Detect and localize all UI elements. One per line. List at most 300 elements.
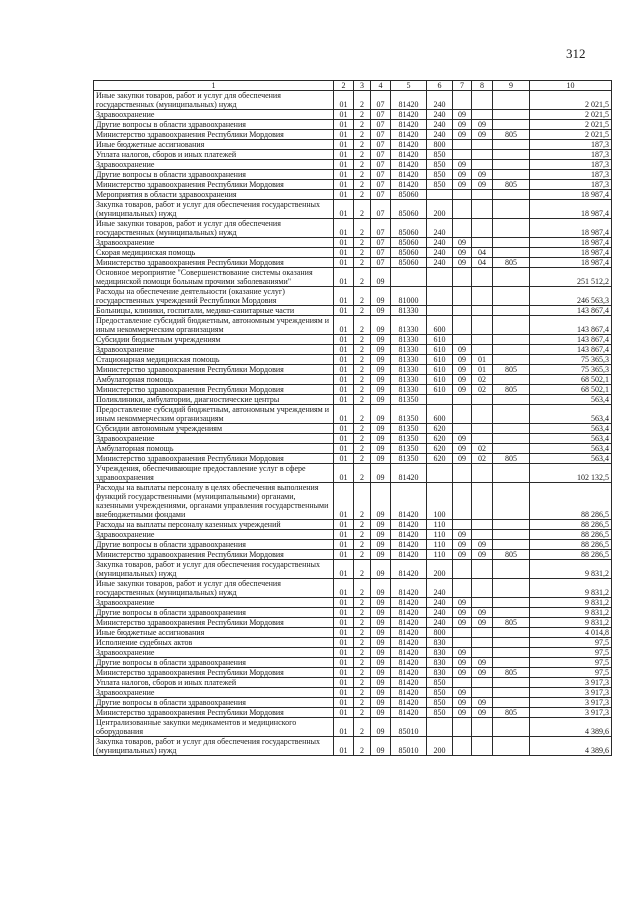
table-row <box>94 120 612 130</box>
cell-code-4: 81000 <box>391 287 427 306</box>
table-row <box>94 190 612 200</box>
cell-code-3: 09 <box>371 385 391 395</box>
cell-code-4: 81420 <box>391 668 427 678</box>
cell-amount: 251 512,2 <box>530 268 612 287</box>
cell-code-4: 81350 <box>391 454 427 464</box>
cell-code-7: 09 <box>472 608 493 618</box>
cell-code-2: 2 <box>354 688 371 698</box>
cell-amount: 187,3 <box>530 150 612 160</box>
cell-amount: 97,5 <box>530 648 612 658</box>
cell-code-2: 2 <box>354 638 371 648</box>
cell-code-6: 09 <box>453 598 472 608</box>
cell-code-7 <box>472 530 493 540</box>
cell-code-5 <box>427 718 453 737</box>
cell-code-2: 2 <box>354 560 371 579</box>
cell-code-8 <box>493 688 530 698</box>
cell-code-3: 09 <box>371 668 391 678</box>
cell-code-7: 09 <box>472 618 493 628</box>
cell-amount: 9 831,2 <box>530 579 612 598</box>
cell-code-2: 2 <box>354 598 371 608</box>
cell-code-7 <box>472 688 493 698</box>
table-row <box>94 200 612 219</box>
table-row <box>94 150 612 160</box>
cell-name: Другие вопросы в области здравоохранения <box>94 170 334 180</box>
cell-code-1: 01 <box>334 648 354 658</box>
cell-name: Иные закупки товаров, работ и услуг для обеспечения государственных (муниципальных) нужд <box>94 579 334 598</box>
cell-code-4: 81420 <box>391 658 427 668</box>
cell-code-8 <box>493 698 530 708</box>
table-row <box>94 638 612 648</box>
cell-amount: 563,4 <box>530 424 612 434</box>
cell-code-1: 01 <box>334 464 354 483</box>
cell-code-5: 620 <box>427 424 453 434</box>
table-row <box>94 91 612 110</box>
cell-code-8 <box>493 200 530 219</box>
table-row <box>94 287 612 306</box>
table-row <box>94 355 612 365</box>
cell-code-4: 81330 <box>391 365 427 375</box>
cell-name: Министерство здравоохранения Республики Мордовия <box>94 708 334 718</box>
cell-code-4: 85060 <box>391 190 427 200</box>
table-row <box>94 718 612 737</box>
cell-code-5: 240 <box>427 120 453 130</box>
cell-code-5: 620 <box>427 454 453 464</box>
cell-name: Предоставление субсидий бюджетным, автономным учреждениям и иным некоммерческим организациям <box>94 316 334 335</box>
cell-code-6 <box>453 405 472 424</box>
cell-name: Министерство здравоохранения Республики Мордовия <box>94 550 334 560</box>
cell-code-4: 81420 <box>391 579 427 598</box>
cell-code-3: 09 <box>371 483 391 520</box>
cell-code-2: 2 <box>354 658 371 668</box>
cell-code-2: 2 <box>354 405 371 424</box>
cell-code-2: 2 <box>354 365 371 375</box>
cell-code-1: 01 <box>334 688 354 698</box>
cell-code-1: 01 <box>334 258 354 268</box>
cell-code-1: 01 <box>334 708 354 718</box>
cell-code-5: 610 <box>427 375 453 385</box>
cell-code-3: 09 <box>371 598 391 608</box>
cell-code-7: 09 <box>472 698 493 708</box>
cell-name: Министерство здравоохранения Республики Мордовия <box>94 130 334 140</box>
cell-amount: 102 132,5 <box>530 464 612 483</box>
cell-code-7: 09 <box>472 658 493 668</box>
table-row <box>94 648 612 658</box>
cell-code-6 <box>453 287 472 306</box>
cell-code-4: 81420 <box>391 160 427 170</box>
cell-code-3: 07 <box>371 120 391 130</box>
cell-code-7: 02 <box>472 444 493 454</box>
cell-code-1: 01 <box>334 238 354 248</box>
cell-code-3: 09 <box>371 306 391 316</box>
cell-code-2: 2 <box>354 200 371 219</box>
cell-amount: 88 286,5 <box>530 520 612 530</box>
cell-name: Амбулаторная помощь <box>94 444 334 454</box>
cell-code-5: 240 <box>427 238 453 248</box>
column-header: 10 <box>530 81 612 91</box>
cell-code-7 <box>472 110 493 120</box>
cell-code-7 <box>472 306 493 316</box>
cell-code-1: 01 <box>334 248 354 258</box>
cell-code-6: 09 <box>453 160 472 170</box>
cell-code-6 <box>453 150 472 160</box>
cell-code-6: 09 <box>453 434 472 444</box>
column-header: 9 <box>493 81 530 91</box>
cell-code-4: 81420 <box>391 170 427 180</box>
cell-code-1: 01 <box>334 520 354 530</box>
cell-amount: 97,5 <box>530 668 612 678</box>
table-row <box>94 444 612 454</box>
cell-code-1: 01 <box>334 355 354 365</box>
cell-code-7: 09 <box>472 170 493 180</box>
cell-code-7 <box>472 190 493 200</box>
cell-code-6 <box>453 464 472 483</box>
cell-code-8 <box>493 520 530 530</box>
cell-code-4: 81420 <box>391 530 427 540</box>
cell-name: Другие вопросы в области здравоохранения <box>94 608 334 618</box>
cell-code-3: 09 <box>371 550 391 560</box>
cell-code-6: 09 <box>453 120 472 130</box>
cell-code-1: 01 <box>334 150 354 160</box>
cell-code-2: 2 <box>354 335 371 345</box>
cell-code-4: 81420 <box>391 638 427 648</box>
cell-name: Здравоохранение <box>94 238 334 248</box>
table-row <box>94 375 612 385</box>
cell-code-6: 09 <box>453 688 472 698</box>
cell-code-3: 09 <box>371 718 391 737</box>
cell-code-6: 09 <box>453 618 472 628</box>
cell-code-1: 01 <box>334 345 354 355</box>
cell-code-2: 2 <box>354 140 371 150</box>
cell-code-6 <box>453 520 472 530</box>
cell-code-8 <box>493 579 530 598</box>
cell-code-3: 09 <box>371 520 391 530</box>
cell-amount: 246 563,3 <box>530 287 612 306</box>
cell-code-3: 07 <box>371 238 391 248</box>
cell-code-1: 01 <box>334 678 354 688</box>
cell-code-7 <box>472 579 493 598</box>
cell-code-4: 81420 <box>391 560 427 579</box>
cell-name: Уплата налогов, сборов и иных платежей <box>94 678 334 688</box>
cell-code-5: 240 <box>427 618 453 628</box>
cell-code-6: 09 <box>453 180 472 190</box>
cell-name: Иные закупки товаров, работ и услуг для обеспечения государственных (муниципальных) нужд <box>94 219 334 238</box>
cell-code-3: 09 <box>371 335 391 345</box>
cell-name: Скорая медицинская помощь <box>94 248 334 258</box>
cell-amount: 18 987,4 <box>530 238 612 248</box>
table-row <box>94 424 612 434</box>
cell-code-3: 09 <box>371 355 391 365</box>
table-row <box>94 520 612 530</box>
cell-code-1: 01 <box>334 365 354 375</box>
cell-name: Министерство здравоохранения Республики Мордовия <box>94 668 334 678</box>
cell-name: Закупка товаров, работ и услуг для обеспечения государственных (муниципальных) нужд <box>94 737 334 756</box>
cell-amount: 88 286,5 <box>530 530 612 540</box>
table-row <box>94 365 612 375</box>
cell-code-5: 610 <box>427 345 453 355</box>
cell-code-6 <box>453 560 472 579</box>
cell-code-8 <box>493 375 530 385</box>
cell-code-5: 610 <box>427 335 453 345</box>
cell-amount: 88 286,5 <box>530 550 612 560</box>
cell-code-8 <box>493 91 530 110</box>
cell-code-3: 09 <box>371 678 391 688</box>
cell-amount: 68 502,1 <box>530 385 612 395</box>
cell-code-2: 2 <box>354 708 371 718</box>
cell-code-5: 240 <box>427 579 453 598</box>
cell-code-3: 09 <box>371 638 391 648</box>
cell-code-7 <box>472 160 493 170</box>
cell-code-4: 81420 <box>391 678 427 688</box>
cell-code-3: 09 <box>371 316 391 335</box>
cell-code-6 <box>453 579 472 598</box>
cell-name: Расходы на обеспечение деятельности (оказание услуг) государственных учреждений Республики Мордовия <box>94 287 334 306</box>
cell-name: Стационарная медицинская помощь <box>94 355 334 365</box>
table-row <box>94 268 612 287</box>
cell-code-5: 620 <box>427 434 453 444</box>
cell-code-5 <box>427 287 453 306</box>
cell-code-7: 09 <box>472 180 493 190</box>
cell-code-8 <box>493 598 530 608</box>
cell-code-2: 2 <box>354 444 371 454</box>
cell-code-2: 2 <box>354 550 371 560</box>
cell-code-6: 09 <box>453 130 472 140</box>
cell-code-2: 2 <box>354 91 371 110</box>
cell-code-7 <box>472 648 493 658</box>
cell-code-6 <box>453 737 472 756</box>
cell-name: Иные бюджетные ассигнования <box>94 140 334 150</box>
table-row <box>94 560 612 579</box>
cell-name: Министерство здравоохранения Республики Мордовия <box>94 180 334 190</box>
cell-code-8 <box>493 658 530 668</box>
cell-code-8 <box>493 219 530 238</box>
cell-code-3: 09 <box>371 424 391 434</box>
cell-code-7 <box>472 200 493 219</box>
cell-code-2: 2 <box>354 737 371 756</box>
cell-name: Здравоохранение <box>94 160 334 170</box>
cell-code-6 <box>453 718 472 737</box>
cell-code-6: 09 <box>453 550 472 560</box>
cell-code-1: 01 <box>334 483 354 520</box>
cell-code-4: 81420 <box>391 140 427 150</box>
table-row <box>94 678 612 688</box>
cell-code-1: 01 <box>334 268 354 287</box>
cell-name: Министерство здравоохранения Республики Мордовия <box>94 454 334 464</box>
cell-code-7 <box>472 520 493 530</box>
table-row <box>94 385 612 395</box>
cell-code-2: 2 <box>354 618 371 628</box>
cell-code-2: 2 <box>354 678 371 688</box>
cell-name: Здравоохранение <box>94 598 334 608</box>
cell-code-1: 01 <box>334 405 354 424</box>
cell-code-7 <box>472 718 493 737</box>
cell-code-2: 2 <box>354 316 371 335</box>
cell-code-7: 09 <box>472 540 493 550</box>
cell-code-4: 85060 <box>391 248 427 258</box>
cell-code-1: 01 <box>334 375 354 385</box>
cell-amount: 143 867,4 <box>530 345 612 355</box>
cell-code-5: 610 <box>427 355 453 365</box>
cell-code-4: 81420 <box>391 628 427 638</box>
cell-code-4: 81420 <box>391 698 427 708</box>
table-row <box>94 395 612 405</box>
cell-code-4: 81420 <box>391 464 427 483</box>
cell-amount: 18 987,4 <box>530 190 612 200</box>
cell-code-1: 01 <box>334 91 354 110</box>
cell-code-3: 09 <box>371 454 391 464</box>
cell-code-5: 850 <box>427 708 453 718</box>
cell-code-7 <box>472 678 493 688</box>
cell-code-2: 2 <box>354 150 371 160</box>
column-header: 5 <box>391 81 427 91</box>
cell-code-1: 01 <box>334 306 354 316</box>
cell-code-3: 09 <box>371 464 391 483</box>
cell-code-2: 2 <box>354 248 371 258</box>
cell-code-7: 09 <box>472 668 493 678</box>
cell-code-5: 110 <box>427 540 453 550</box>
cell-code-5 <box>427 268 453 287</box>
cell-code-8: 805 <box>493 668 530 678</box>
table-row <box>94 737 612 756</box>
cell-code-4: 81330 <box>391 385 427 395</box>
cell-code-8 <box>493 287 530 306</box>
cell-code-2: 2 <box>354 170 371 180</box>
cell-code-5: 240 <box>427 248 453 258</box>
cell-code-3: 09 <box>371 737 391 756</box>
cell-code-4: 81420 <box>391 110 427 120</box>
cell-code-8 <box>493 648 530 658</box>
cell-code-5: 200 <box>427 200 453 219</box>
cell-code-8: 805 <box>493 550 530 560</box>
cell-code-8 <box>493 434 530 444</box>
cell-code-4: 81420 <box>391 550 427 560</box>
cell-code-8 <box>493 248 530 258</box>
cell-code-4: 81420 <box>391 688 427 698</box>
cell-code-5: 830 <box>427 658 453 668</box>
cell-code-5: 240 <box>427 219 453 238</box>
cell-code-7 <box>472 335 493 345</box>
cell-code-3: 09 <box>371 365 391 375</box>
cell-name: Предоставление субсидий бюджетным, автономным учреждениям и иным некоммерческим организациям <box>94 405 334 424</box>
cell-name: Закупка товаров, работ и услуг для обеспечения государственных (муниципальных) нужд <box>94 560 334 579</box>
cell-code-6: 09 <box>453 444 472 454</box>
cell-amount: 68 502,1 <box>530 375 612 385</box>
cell-code-3: 09 <box>371 268 391 287</box>
cell-code-5: 830 <box>427 668 453 678</box>
cell-name: Иные закупки товаров, работ и услуг для обеспечения государственных (муниципальных) нужд <box>94 91 334 110</box>
cell-code-5: 830 <box>427 648 453 658</box>
cell-code-8 <box>493 540 530 550</box>
cell-amount: 2 021,5 <box>530 110 612 120</box>
cell-code-5: 110 <box>427 520 453 530</box>
cell-code-4: 81420 <box>391 708 427 718</box>
table-row <box>94 140 612 150</box>
table-row <box>94 550 612 560</box>
table-row <box>94 598 612 608</box>
cell-amount: 187,3 <box>530 170 612 180</box>
cell-amount: 143 867,4 <box>530 306 612 316</box>
cell-code-2: 2 <box>354 668 371 678</box>
cell-amount: 88 286,5 <box>530 540 612 550</box>
cell-code-7: 01 <box>472 355 493 365</box>
cell-code-1: 01 <box>334 530 354 540</box>
cell-name: Расходы на выплаты персоналу в целях обеспечения выполнения функций государственными (муниципальными) органами, казенными учреждениями, органами управления государственными внебюджетными фондами <box>94 483 334 520</box>
cell-name: Амбулаторная помощь <box>94 375 334 385</box>
cell-amount: 18 987,4 <box>530 200 612 219</box>
cell-code-8: 805 <box>493 365 530 375</box>
cell-code-4: 85060 <box>391 238 427 248</box>
cell-code-4: 85010 <box>391 718 427 737</box>
cell-amount: 143 867,4 <box>530 316 612 335</box>
cell-code-2: 2 <box>354 434 371 444</box>
cell-amount: 2 021,5 <box>530 130 612 140</box>
cell-code-2: 2 <box>354 258 371 268</box>
cell-code-6: 09 <box>453 258 472 268</box>
table-row <box>94 540 612 550</box>
cell-amount: 3 917,3 <box>530 688 612 698</box>
cell-code-4: 81420 <box>391 598 427 608</box>
table-row <box>94 698 612 708</box>
cell-code-5: 610 <box>427 365 453 375</box>
table-row <box>94 530 612 540</box>
cell-code-2: 2 <box>354 306 371 316</box>
column-header: 7 <box>453 81 472 91</box>
cell-code-7: 04 <box>472 258 493 268</box>
cell-code-1: 01 <box>334 618 354 628</box>
cell-code-2: 2 <box>354 530 371 540</box>
cell-code-2: 2 <box>354 579 371 598</box>
cell-code-6 <box>453 91 472 110</box>
cell-code-2: 2 <box>354 238 371 248</box>
cell-code-2: 2 <box>354 268 371 287</box>
cell-code-8 <box>493 345 530 355</box>
cell-name: Иные бюджетные ассигнования <box>94 628 334 638</box>
cell-code-4: 85060 <box>391 258 427 268</box>
cell-code-7 <box>472 238 493 248</box>
cell-code-1: 01 <box>334 718 354 737</box>
cell-code-6 <box>453 306 472 316</box>
cell-code-8 <box>493 483 530 520</box>
cell-code-3: 07 <box>371 200 391 219</box>
cell-name: Здравоохранение <box>94 530 334 540</box>
cell-code-8 <box>493 316 530 335</box>
cell-amount: 563,4 <box>530 405 612 424</box>
cell-code-2: 2 <box>354 345 371 355</box>
column-header: 6 <box>427 81 453 91</box>
cell-code-5: 850 <box>427 688 453 698</box>
cell-code-7 <box>472 737 493 756</box>
cell-code-3: 09 <box>371 688 391 698</box>
cell-name: Централизованные закупки медикаментов и медицинского оборудования <box>94 718 334 737</box>
cell-code-1: 01 <box>334 140 354 150</box>
cell-name: Исполнение судебных актов <box>94 638 334 648</box>
cell-code-3: 07 <box>371 170 391 180</box>
cell-code-2: 2 <box>354 424 371 434</box>
cell-code-3: 09 <box>371 658 391 668</box>
cell-code-4 <box>391 268 427 287</box>
cell-amount: 4 389,6 <box>530 737 612 756</box>
cell-amount: 9 831,2 <box>530 608 612 618</box>
cell-name: Больницы, клиники, госпитали, медико-санитарные части <box>94 306 334 316</box>
column-header: 1 <box>94 81 334 91</box>
cell-name: Субсидии автономным учреждениям <box>94 424 334 434</box>
cell-code-1: 01 <box>334 579 354 598</box>
cell-code-6: 09 <box>453 345 472 355</box>
cell-code-6: 09 <box>453 365 472 375</box>
cell-code-8 <box>493 560 530 579</box>
cell-amount: 563,4 <box>530 395 612 405</box>
table-row <box>94 238 612 248</box>
cell-name: Другие вопросы в области здравоохранения <box>94 658 334 668</box>
